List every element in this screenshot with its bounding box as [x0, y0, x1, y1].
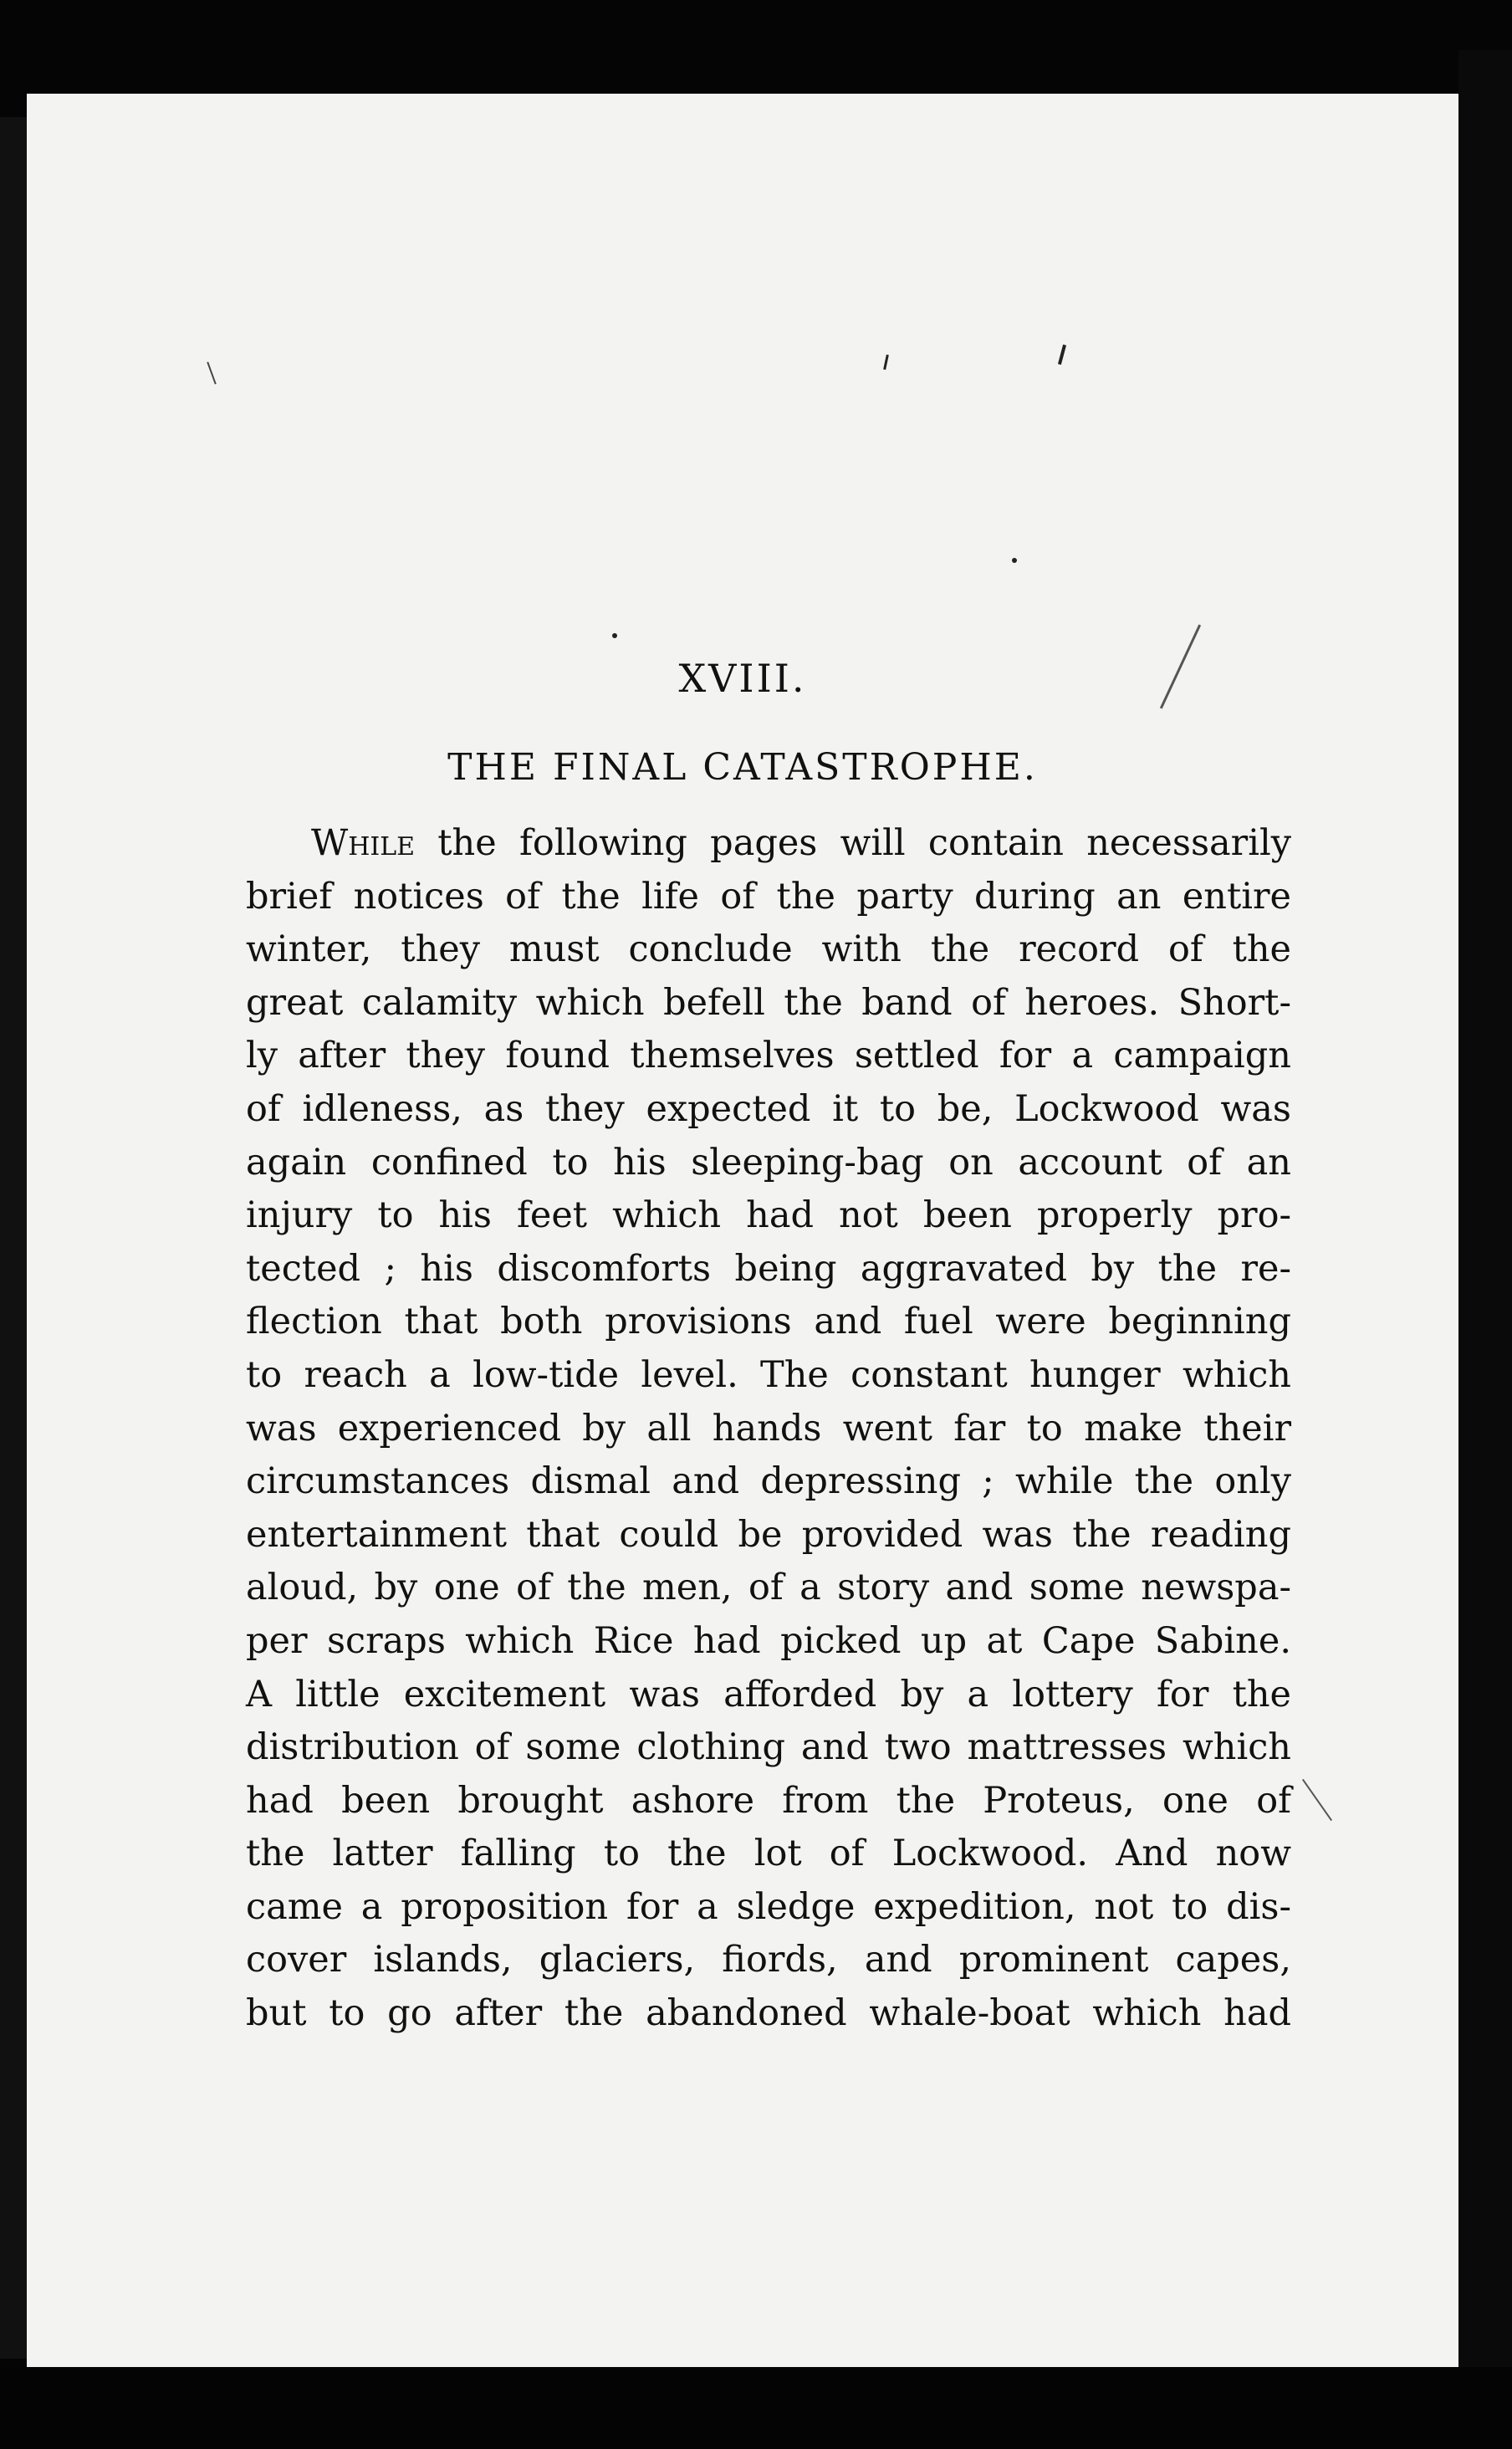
chapter-number: XVIII. [678, 656, 807, 701]
scan-speck [1302, 1779, 1332, 1821]
text-line: circumstances dismal and depressing ; while the only [246, 1460, 1291, 1503]
line-text: the following pages will contain necessarily [437, 822, 1291, 864]
text-line: but to go after the abandoned whale-boat which had [246, 1992, 1291, 2035]
book-page [27, 94, 1458, 2370]
right-binding-edge [1458, 50, 1512, 2375]
text-line: again confined to his sleeping-bag on account of an [246, 1141, 1291, 1184]
text-line: brief notices of the life of the party during an entire [246, 875, 1291, 918]
text-line: the latter falling to the lot of Lockwood. And now [246, 1833, 1291, 1875]
scan-speck [207, 362, 216, 385]
text-line: per scraps which Rice had picked up at Cape Sabine. [246, 1619, 1291, 1662]
text-line: entertainment that could be provided was the reading [246, 1513, 1291, 1556]
text-line: came a proposition for a sledge expedition, not to dis- [246, 1885, 1291, 1928]
text-line: great calamity which befell the band of heroes. Short- [246, 981, 1291, 1024]
left-binding-edge [0, 117, 28, 2359]
body-paragraph [246, 817, 1291, 2041]
text-line: winter, they must conclude with the record of the [246, 928, 1291, 971]
text-line [246, 817, 1291, 871]
scan-speck [1058, 345, 1066, 365]
text-line: distribution of some clothing and two mattresses which [246, 1726, 1291, 1769]
scan-speck [612, 633, 617, 638]
text-line: A little excitement was afforded by a lottery for the [246, 1673, 1291, 1715]
scan-speck [1012, 558, 1017, 563]
scan-speck [883, 355, 889, 370]
text-line: of idleness, as they expected it to be, Lockwood was [246, 1087, 1291, 1130]
bottom-scan-border [0, 2367, 1512, 2449]
text-line: injury to his feet which had not been properly pro- [246, 1194, 1291, 1237]
text-line: tected ; his discomforts being aggravated by the re- [246, 1247, 1291, 1290]
text-line: was experienced by all hands went far to make their [246, 1407, 1291, 1449]
text-line: ly after they found themselves settled for a campaign [246, 1035, 1291, 1077]
text-line: flection that both provisions and fuel were beginning [246, 1301, 1291, 1343]
text-line: to reach a low-tide level. The constant hunger which [246, 1353, 1291, 1396]
text-line: cover islands, glaciers, fiords, and prominent capes, [246, 1939, 1291, 1981]
lead-word: While [311, 822, 416, 864]
text-line: had been brought ashore from the Proteus, one of [246, 1779, 1291, 1822]
chapter-title: THE FINAL CATASTROPHE. [447, 746, 1038, 789]
text-line: aloud, by one of the men, of a story and some newspa- [246, 1567, 1291, 1609]
